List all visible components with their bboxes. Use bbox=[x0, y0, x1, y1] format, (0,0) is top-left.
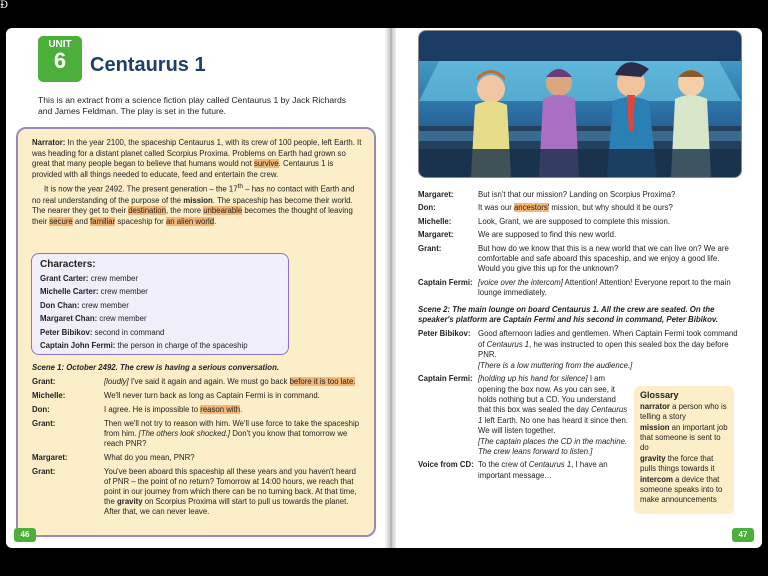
character-item: Captain John Fermi: the person in charge of the spaceship bbox=[40, 341, 248, 351]
highlight-word: familiar bbox=[90, 216, 116, 226]
dialogue-line: Captain Fermi: [holding up his hand for silence] I am opening the box now. As you can see, it holds nothing but a CD. You understand that this box was sealed the day Centaurus 1 left Earth. No one has heard it since then. We will listen together. [The captain places the CD in the machine. The crew leans forward to listen.] bbox=[418, 374, 628, 456]
character-item: Grant Carter: crew member bbox=[40, 274, 138, 283]
characters-box bbox=[31, 253, 289, 355]
character-item: Margaret Chan: crew member bbox=[40, 314, 147, 324]
highlight-word: ancestors' bbox=[513, 203, 550, 213]
glossary-item: narrator a person who is telling a story bbox=[640, 402, 727, 421]
highlight-word: unbearable bbox=[203, 206, 243, 216]
scene-2-title: Scene 2: The main lounge on board Centaurus 1. All the crew are seated. On the speaker's platform are Captain Fermi and his second in command, Peter Bibikov. bbox=[418, 304, 718, 325]
highlight-word: survive bbox=[253, 159, 279, 169]
textbook-spread bbox=[6, 28, 762, 548]
left-page bbox=[6, 28, 386, 548]
dialogue-line: Grant: Then we'll not try to reason with him. We'll use force to take the spaceship from him. [The others look shocked.] Don't you know that tomorrow we reach PNR? bbox=[32, 419, 360, 448]
dialogue-line: Don: I agree. He is impossible to reason with. bbox=[32, 405, 243, 414]
spaceship-crew-image bbox=[419, 31, 741, 177]
dialogue-line: Voice from CD: To the crew of Centaurus 1, I have an important message… bbox=[418, 460, 608, 480]
dialogue-line: Michelle: We'll never turn back as long as Captain Fermi is in command. bbox=[32, 391, 320, 400]
scene-1 bbox=[32, 363, 362, 521]
highlight-word: destination bbox=[128, 206, 166, 216]
unit-badge bbox=[38, 36, 82, 82]
dialogue-line: Don: It was our ancestors' mission, but why should it be ours? bbox=[418, 203, 673, 213]
highlight-word: an alien world bbox=[165, 216, 215, 226]
character-item: Don Chan: crew member bbox=[40, 300, 129, 310]
dialogue-line: Grant: [loudly] I've said it again and again. We must go back before it is too late. bbox=[32, 377, 356, 386]
dialogue-line: Margaret: What do you mean, PNR? bbox=[32, 453, 195, 462]
right-page bbox=[396, 28, 762, 548]
dialogue-line: Peter Bibikov: Good afternoon ladies and gentlemen. When Captain Fermi took command of Centaurus 1, he was instructed to open this sealed box the day before PNR. [There is a low muttering from the audience.] bbox=[418, 329, 738, 370]
dialogue-line: Grant: You've been aboard this spaceship all these years and you haven't heard of PNR – the point of no return? Tomorrow at 14:00 hours, we reach that point in our journey from which there can be no turning back. At that time, the gravity on Scorpius Proxima will start to pull us towards the planet. After that, we can never leave. bbox=[32, 467, 357, 516]
scene-1-title: Scene 1: October 2492. The crew is having a serious conversation. bbox=[32, 363, 279, 372]
character-item: Michelle Carter: crew member bbox=[40, 287, 148, 297]
page-number-left: 46 bbox=[14, 528, 36, 542]
glossary-heading: Glossary bbox=[640, 390, 679, 400]
dialogue-line: Michelle: Look, Grant, we are supposed to complete this mission. bbox=[418, 216, 670, 226]
characters-heading: Characters: bbox=[40, 259, 96, 270]
crew-illustration bbox=[418, 30, 742, 178]
narrator-text: Narrator: In the year 2100, the spaceship Centaurus 1, with its crew of 100 people, left Earth. It was heading for a distant planet called Scorpius Proxima. Problems on Earth had grown so great that many people began to believe that humans would not survive. Centaurus 1 is provided with all things needed to educate, feed and entertain the crew. It is now the year 2492. The present generation – the 17th – has no contact with Earth and no real understanding of the purpose of the mission. The spaceship has become their world. The nearer they get to their destination, the more unbearable becomes the thought of leaving their secure and familiar spaceship for an alien world. bbox=[32, 138, 362, 226]
glossary-item: intercom a device that someone speaks into to make announcements bbox=[640, 475, 723, 504]
dialogue-line: Margaret: But isn't that our mission? Landing on Scorpius Proxima? bbox=[418, 190, 676, 199]
dialogue-line: Grant: But how do we know that this is a new world that we can live on? We are comfortable and safe aboard this spaceship, and we enjoy a good life. Would you give this up for the unknown? bbox=[418, 243, 729, 274]
page-number-right: 47 bbox=[732, 528, 754, 542]
highlight-word: secure bbox=[49, 216, 73, 226]
glossary-box bbox=[634, 386, 734, 514]
glossary-item: mission an important job that someone is sent to do bbox=[640, 423, 728, 452]
glossary-item: gravity the force that pulls things towards it bbox=[640, 454, 715, 473]
corner-mark: Ð bbox=[0, 0, 9, 11]
intro-text: This is an extract from a science fiction play called Centaurus 1 by Jack Richards and James Feldman. The play is set in the future. bbox=[38, 95, 347, 116]
play-extract-panel bbox=[16, 127, 376, 537]
highlight-word: reason with bbox=[200, 405, 241, 414]
character-item: Peter Bibikov: second in command bbox=[40, 327, 165, 337]
unit-label: UNIT bbox=[48, 39, 72, 50]
dialogue-line: Margaret: We are supposed to find this new world. bbox=[418, 230, 617, 240]
highlight-word: before it is too late. bbox=[289, 377, 356, 386]
narrator-label: Narrator: bbox=[32, 138, 66, 147]
unit-number: 6 bbox=[53, 48, 67, 73]
dialogue-line: Captain Fermi: [voice over the intercom] Attention! Attention! Everyone report to the main lounge immediately. bbox=[418, 277, 731, 298]
page-title: Centaurus 1 bbox=[90, 54, 206, 76]
